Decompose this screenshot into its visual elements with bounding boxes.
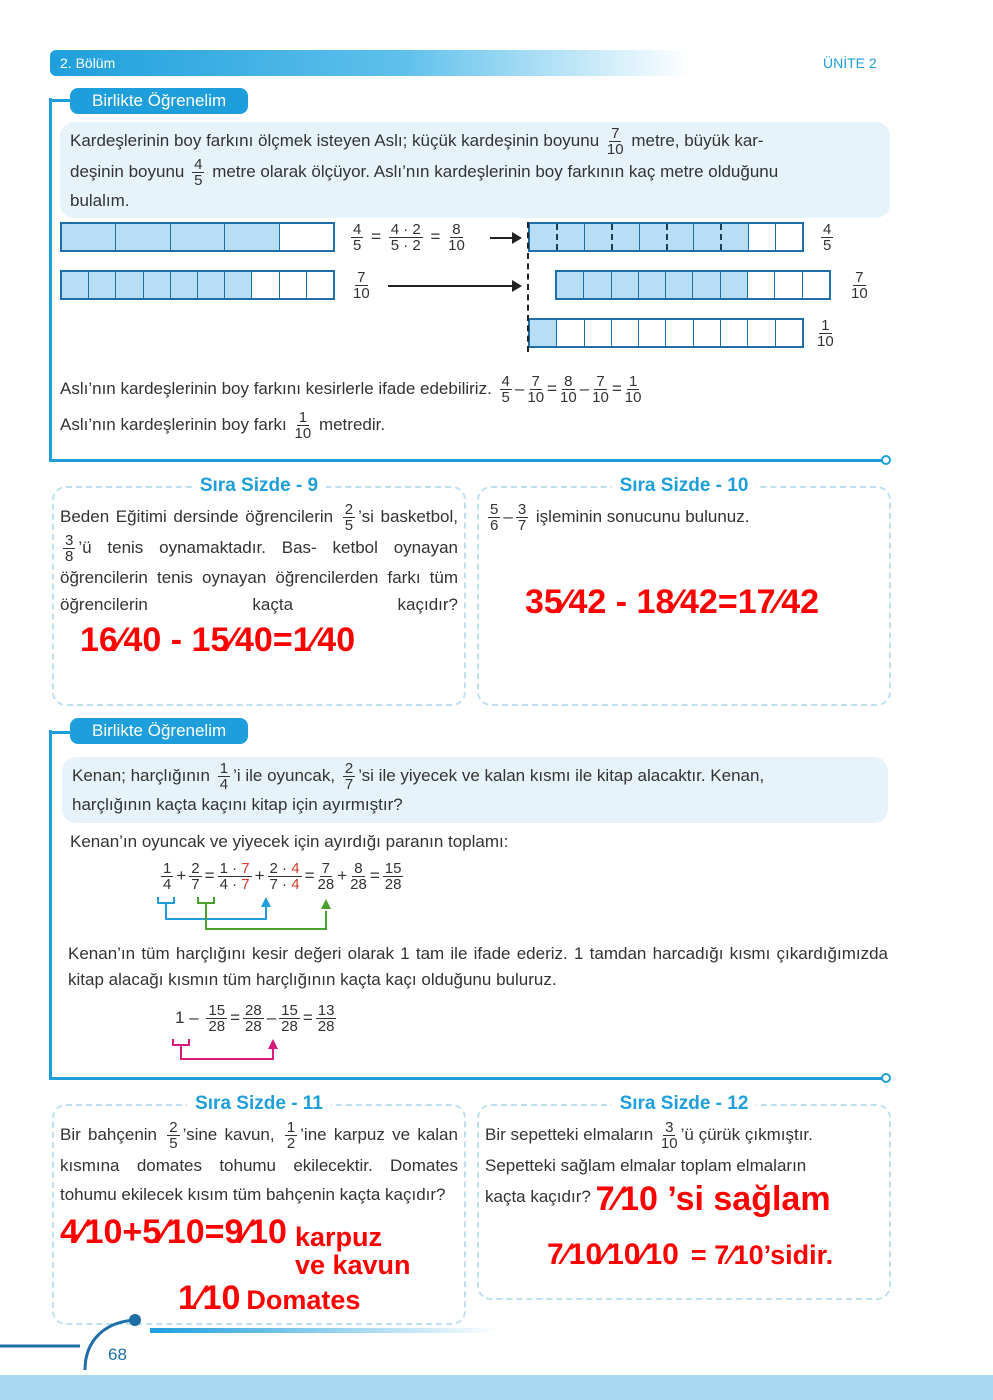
bar-cell	[530, 320, 557, 346]
bar-cell	[225, 224, 279, 250]
section-end-dot	[881, 1073, 891, 1083]
arrow-icon	[490, 237, 520, 239]
bar-cell	[639, 320, 666, 346]
fraction: $\frac{7}{10}$	[353, 269, 370, 302]
bar-cell	[89, 272, 116, 298]
exercise-box-10	[477, 475, 891, 706]
question-box	[60, 122, 890, 218]
exercise-title: Sıra Sizde - 11	[187, 1093, 331, 1114]
result-line: Aslı’nın kardeşlerinin boy farkı $\frac{1}{10}$ metredir.	[60, 409, 386, 442]
exercise-title: Sıra Sizde - 9	[192, 475, 326, 496]
handwritten-answer: 7⁄10 ’si sağlam	[595, 1180, 831, 1219]
fraction-label: $\frac{7}{10}$	[851, 269, 868, 302]
bar-cell	[748, 320, 775, 346]
section-border	[49, 731, 71, 734]
handwritten-answer: ve kavun	[294, 1250, 411, 1281]
bar-cell	[776, 320, 802, 346]
fraction-label: $\frac{1}{10}$	[817, 317, 834, 350]
bar-cell	[557, 320, 584, 346]
bar-cell	[584, 272, 611, 298]
section-border	[49, 1077, 883, 1080]
bar-cell	[558, 224, 585, 250]
bar-cell	[666, 272, 693, 298]
bracket-arrow	[165, 1037, 295, 1067]
bar-cell	[666, 320, 693, 346]
handwritten-answer: = 7⁄10’sidir.	[690, 1240, 834, 1271]
equation: $\frac{4}{5}$ = $\frac{4 \cdot 2}{5 \cdot 2}$ = $\frac{8}{10}$	[353, 221, 465, 254]
exercise-box-12	[477, 1093, 891, 1300]
equation: $\frac{1}{4}$ + $\frac{2}{7}$ = $\frac{1 \cdot 7}{4 \cdot 7}$ + $\frac{2 \cdot 4}{7 \cdot 4}$ = $\frac{7}{28}$ + $\frac{8}{28}$ = $\frac{15}{28}$	[163, 860, 402, 893]
page-number: 68	[108, 1345, 127, 1364]
bar-cell	[775, 272, 802, 298]
fraction-bar	[528, 318, 804, 348]
text: metre, büyük kar-	[631, 130, 764, 150]
chapter-header	[50, 50, 690, 76]
unit-label: ÜNİTE 2	[823, 55, 877, 71]
exercise-text: Bir bahçenin $\frac{2}{5}$ ’sine kavun, $\frac{1}{2}$ ’ine karpuz ve kalan kısmına domates tohumu ekilecektir. Domates tohumu ekilecek kısım tüm bahçenin kaçta kaçıdır?	[60, 1119, 458, 1205]
bar-cell	[694, 224, 722, 250]
question-box: Kenan; harçlığının $\frac{1}{4}$ ’i ile oyuncak, $\frac{2}{7}$ ’si ile yiyecek ve kalan kısmı ile kitap alacaktır. Kenan, harçlığının kaçta kaçını kitap için ayırmıştır?	[62, 757, 888, 823]
bar-cell	[171, 272, 198, 298]
fraction: $\frac{4}{5}$	[194, 156, 203, 189]
bar-cell	[280, 272, 307, 298]
section-border	[49, 730, 52, 1080]
footer-decoration	[0, 1300, 520, 1375]
answer-block	[60, 1213, 458, 1279]
answer-block	[547, 1236, 883, 1274]
bar-cell	[116, 272, 143, 298]
text: metre olarak ölçüyor. Aslı’nın kardeşlerinin boy farkının kaç metre olduğunu	[212, 161, 779, 181]
bar-cell	[613, 224, 640, 250]
bar-cell	[803, 272, 829, 298]
exercise-box-9	[52, 475, 466, 706]
chapter-label: 2. Bölüm	[60, 55, 116, 71]
fraction-bar	[60, 270, 335, 300]
bar-cell	[530, 224, 558, 250]
fraction-bar	[60, 222, 335, 252]
section-content	[62, 757, 888, 1073]
bar-cell	[585, 224, 613, 250]
bar-cell	[171, 224, 225, 250]
equation: 1 – $\frac{15}{28}$ = $\frac{28}{28}$ – $\frac{15}{28}$ = $\frac{13}{28}$	[175, 1002, 335, 1035]
equation-block	[158, 861, 888, 941]
bar-cell	[721, 320, 748, 346]
bar-cell	[668, 224, 695, 250]
explanation-text: Kenan’ın oyuncak ve yiyecek için ayırdığı paranın toplamı:	[70, 832, 509, 851]
bar-cell	[307, 272, 333, 298]
text: bulalım.	[70, 191, 130, 210]
bar-cell	[749, 224, 776, 250]
result-line: Aslı’nın kardeşlerinin boy farkını kesirlerle ifade edebiliriz. $\frac{4}{5}$ – $\frac{7}{10}$ = $\frac{8}{10}$ – $\frac{7}{10}$ = $\frac{1}{10}$	[60, 373, 642, 406]
bar-cell	[640, 224, 668, 250]
footer-band	[0, 1375, 993, 1400]
section-label: Birlikte Öğrenelim	[70, 718, 248, 744]
bar-cell	[639, 272, 666, 298]
bar-cell	[693, 272, 720, 298]
section-label: Birlikte Öğrenelim	[70, 88, 248, 114]
bar-cell	[612, 320, 639, 346]
exercise-text: Beden Eğitimi dersinde öğrencilerin $\frac{2}{5}$ ’si basketbol, $\frac{3}{8}$ ’ü tenis oynamaktadır. Bas- ketbol oynayan öğrencilerin tenis oynayan öğrencilerden farkı tüm öğrencilerin kaçta kaçıdır? 16⁄40 - 15⁄40=1⁄40	[60, 501, 458, 659]
bar-cell	[62, 224, 116, 250]
handwritten-answer: 1⁄10	[178, 1279, 241, 1318]
handwritten-answer: karpuz	[294, 1222, 382, 1253]
bar-cell	[144, 272, 171, 298]
handwritten-answer: 4⁄10+5⁄10=9⁄10	[60, 1213, 287, 1252]
bar-cell	[62, 272, 89, 298]
text: deşinin boyunu	[70, 161, 185, 181]
bar-cell	[694, 320, 721, 346]
fraction-label: $\frac{4}{5}$	[823, 221, 832, 254]
handwritten-answer: 16⁄40 - 15⁄40=1⁄40	[80, 621, 356, 659]
exercise-text: Bir sepetteki elmaların $\frac{3}{10}$ ’ü çürük çıkmıştır. Sepetteki sağlam elmalar toplam elmaların kaçta kaçıdır? 7⁄10 ’si sağlam	[485, 1119, 831, 1219]
bar-cell	[585, 320, 612, 346]
bar-cell	[198, 272, 225, 298]
text: Kardeşlerinin boy farkını ölçmek isteyen Aslı; küçük kardeşinin boyunu	[70, 130, 600, 150]
bar-cell	[557, 272, 584, 298]
section-border	[49, 98, 52, 462]
bar-cell	[280, 224, 333, 250]
bar-cell	[776, 224, 802, 250]
equation-block	[175, 1003, 888, 1073]
bar-cell	[721, 272, 748, 298]
fraction-bar	[528, 222, 804, 252]
bar-cell	[252, 272, 279, 298]
bar-cell	[722, 224, 749, 250]
explanation-text: Kenan’ın tüm harçlığını kesir değeri olarak 1 tam ile ifade ederiz. 1 tamdan harcadığı kısmı çıkardığımızda kitap alacağı kısmın tüm harçlığının kaçta kaçı olduğunu buluruz.	[68, 944, 888, 989]
exercise-text: $\frac{5}{6}$ – $\frac{3}{7}$ işleminin sonucunu bulunuz.	[490, 501, 750, 534]
handwritten-answer: 35⁄42 - 18⁄42=17⁄42	[525, 583, 820, 621]
section-border	[49, 459, 883, 462]
bar-cell	[748, 272, 775, 298]
fraction: $\frac{7}{10}$	[606, 125, 624, 158]
alignment-line	[527, 222, 529, 352]
bar-cell	[225, 272, 252, 298]
bar-cell	[116, 224, 170, 250]
section-end-dot	[881, 455, 891, 465]
bar-cell	[612, 272, 639, 298]
handwritten-answer: 7⁄10⁄10⁄10	[547, 1238, 679, 1272]
handwritten-answer: Domates	[246, 1285, 361, 1316]
exercise-title: Sıra Sizde - 10	[612, 475, 757, 496]
fraction-bar	[555, 270, 831, 300]
bracket-arrows	[150, 895, 370, 939]
exercise-box-11	[52, 1093, 466, 1325]
section-border	[49, 99, 71, 102]
exercise-title: Sıra Sizde - 12	[612, 1093, 757, 1114]
arrow-icon	[388, 285, 520, 287]
